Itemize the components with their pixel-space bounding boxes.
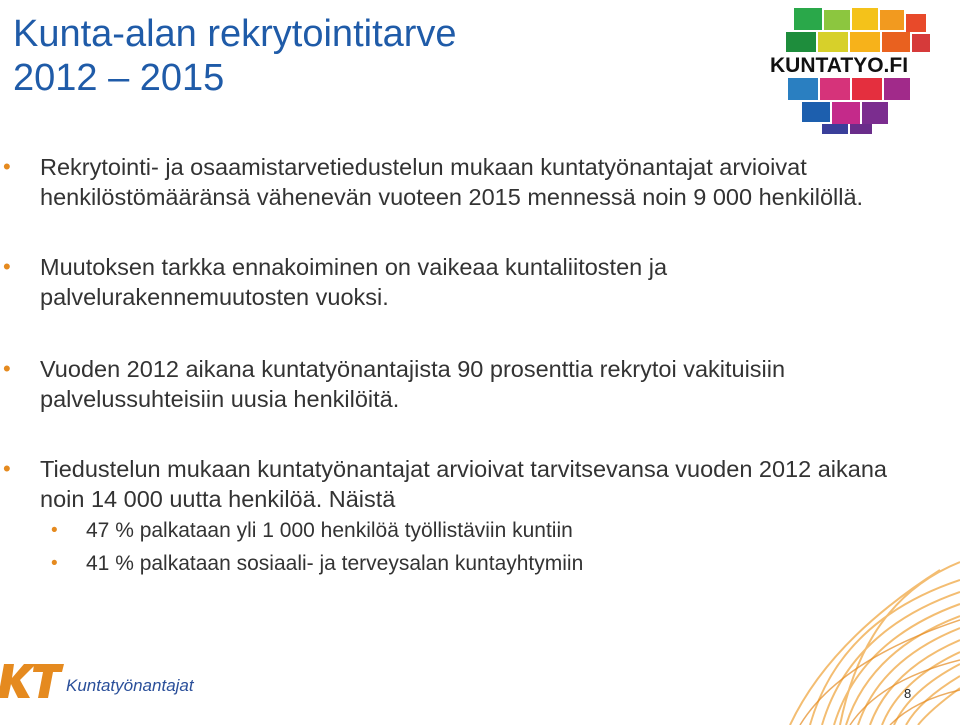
page-number: 8 (904, 686, 912, 701)
title-line-1: Kunta-alan rekrytointitarve (13, 13, 457, 55)
decorative-swoosh-lines (690, 560, 960, 725)
title-line-2: 2012 – 2015 (13, 57, 225, 99)
bullet-item (0, 252, 810, 312)
sub-bullet-text: 47 % palkataan yli 1 000 henkilöä työllistäviin kuntiin (86, 519, 573, 542)
sub-bullet-item (0, 514, 910, 547)
sub-bullet-text: 41 % palkataan sosiaali- ja terveysalan kuntayhtymiin (86, 552, 584, 575)
bullet-item (0, 454, 910, 514)
kuntatyo-logo-text: KUNTATYO.FI (770, 54, 909, 77)
kt-mark-text: KT (6, 696, 8, 697)
bullet-list (0, 152, 910, 580)
slide-title (13, 12, 733, 100)
bullet-item (0, 354, 830, 414)
bullet-text: Rekrytointi- ja osaamistarvetiedustelun mukaan kuntatyönantajat arvioivat henkilöstömääränsä vähenevän vuoteen 2015 mennessä noin 9 000 henkilöllä. (40, 154, 864, 210)
kuntatyo-logo (766, 6, 936, 136)
bullet-item (0, 152, 890, 212)
kuntatyonantajat-logo (0, 658, 260, 708)
kuntatyonantajat-logo-text: Kuntatyönantajat (66, 676, 194, 695)
bullet-text: Muutoksen tarkka ennakoiminen on vaikeaa kuntaliitosten ja palvelurakennemuutosten vuoksi. (40, 254, 668, 310)
bullet-text: Tiedustelun mukaan kuntatyönantajat arvioivat tarvitsevansa vuoden 2012 aikana noin 14 000 uutta henkilöä. Näistä (40, 456, 887, 512)
bullet-text: Vuoden 2012 aikana kuntatyönantajista 90 prosenttia rekrytoi vakituisiin palvelussuhteisiin uusia henkilöitä. (40, 356, 786, 412)
